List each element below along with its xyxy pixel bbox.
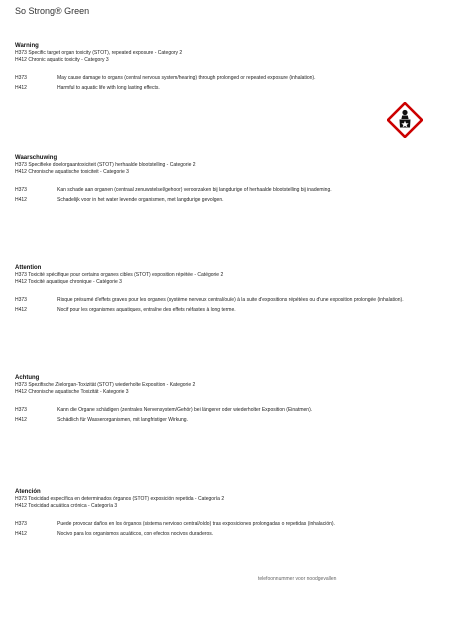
hazard-section-en: [15, 42, 440, 93]
signal-word: Atención: [15, 489, 41, 495]
hazard-section-de: [15, 374, 440, 425]
hazard-code: H373: [15, 297, 27, 303]
signal-word: Waarschuwing: [15, 155, 58, 161]
hazard-code: H373: [15, 407, 27, 413]
hazard-text: Schädlich für Wasserorganismen, mit langfristiger Wirkung.: [57, 417, 188, 423]
hazard-code: H412: [15, 307, 27, 313]
hazard-code: H412: [15, 85, 27, 91]
document-title: So Strong® Green: [15, 6, 90, 16]
hazard-statement-row: [15, 529, 440, 539]
hazard-statements: [15, 185, 440, 205]
hazard-statement-row: [15, 415, 440, 425]
hazard-category: H412 Chronische aquatische toxiciteit - Categorie 3: [15, 168, 129, 175]
hazard-category: H373 Toxicité spécifique pour certains organes cibles (STOT) exposition répétée - Catégorie 2: [15, 272, 224, 278]
hazard-section-nl: [15, 154, 440, 205]
hazard-category: H373 Specifieke doelorgaantoxiciteit (STOT) herhaalde blootstelling - Categorie 2: [15, 162, 196, 168]
hazard-text: Puede provocar daños en los órganos (sistema nervioso central/oído) tras exposiciones prolongadas o repetidas (inhalación).: [57, 521, 335, 527]
hazard-category: H412 Chronische aquatische Toxizität - Kategorie 3: [15, 388, 129, 395]
hazard-text: Nocivo para los organismos acuáticos, con efectos nocivos duraderos.: [57, 531, 214, 537]
hazard-category: H412 Toxicité aquatique chronique - Catégorie 3: [15, 278, 122, 285]
hazard-code: H373: [15, 521, 27, 527]
hazard-statement-row: [15, 295, 440, 305]
hazard-statements: [15, 405, 440, 425]
hazard-statement-row: [15, 519, 440, 529]
footer-note: telefoonnummer voor noodgevallen: [258, 576, 337, 582]
hazard-text: Harmful to aquatic life with long lasting effects.: [57, 85, 160, 91]
hazard-category: H412 Chronic aquatic toxicity - Category 3: [15, 56, 109, 63]
hazard-text: Risque présumé d'effets graves pour les organes (système nerveux central/ouïe) à la suite d'expositions répétées ou d'une exposition prolongée (inhalation).: [57, 297, 404, 303]
hazard-statement-row: [15, 195, 440, 205]
hazard-code: H373: [15, 187, 27, 193]
hazard-text: Kan schade aan organen (centraal zenuwstelsel/gehoor) veroorzaken bij langdurige of herhaalde blootstelling bij inademing.: [57, 187, 332, 193]
hazard-text: Nocif pour les organismes aquatiques, entraîne des effets néfastes à long terme.: [57, 307, 236, 313]
hazard-section-fr: [15, 264, 440, 315]
hazard-section-es: [15, 488, 440, 539]
hazard-code: H412: [15, 531, 27, 537]
hazard-text: Kann die Organe schädigen (zentrales Nervensystem/Gehör) bei längerer oder wiederholter Exposition (Einatmen).: [57, 407, 313, 413]
hazard-statement-row: [15, 305, 440, 315]
hazard-statement-row: [15, 83, 440, 93]
hazard-category: H373 Toxicidad específica en determinados órganos (STOT) exposición repetida - Categoría 2: [15, 496, 225, 502]
hazard-category: H412 Toxicidad acuática crónica - Categoría 3: [15, 502, 118, 509]
ghs08-health-hazard-icon: [387, 102, 423, 138]
hazard-statement-row: [15, 405, 440, 415]
hazard-statements: [15, 73, 440, 93]
hazard-statement-row: [15, 185, 440, 195]
signal-word: Attention: [15, 265, 42, 271]
hazard-text: May cause damage to organs (central nervous system/hearing) through prolonged or repeated exposure (inhalation).: [57, 75, 316, 81]
hazard-text: Schadelijk voor in het water levende organismen, met langdurige gevolgen.: [57, 197, 224, 203]
hazard-category: H373 Spezifische Zielorgan-Toxizität (STOT) wiederholte Exposition - Kategorie 2: [15, 382, 196, 388]
hazard-statements: [15, 295, 440, 315]
hazard-code: H373: [15, 75, 27, 81]
hazard-category: H373 Specific target organ toxicity (STOT), repeated exposure - Category 2: [15, 50, 183, 56]
hazard-code: H412: [15, 417, 27, 423]
signal-word: Achtung: [15, 375, 40, 381]
signal-word: Warning: [15, 43, 39, 49]
hazard-code: H412: [15, 197, 27, 203]
hazard-statements: [15, 519, 440, 539]
hazard-statement-row: [15, 73, 440, 83]
